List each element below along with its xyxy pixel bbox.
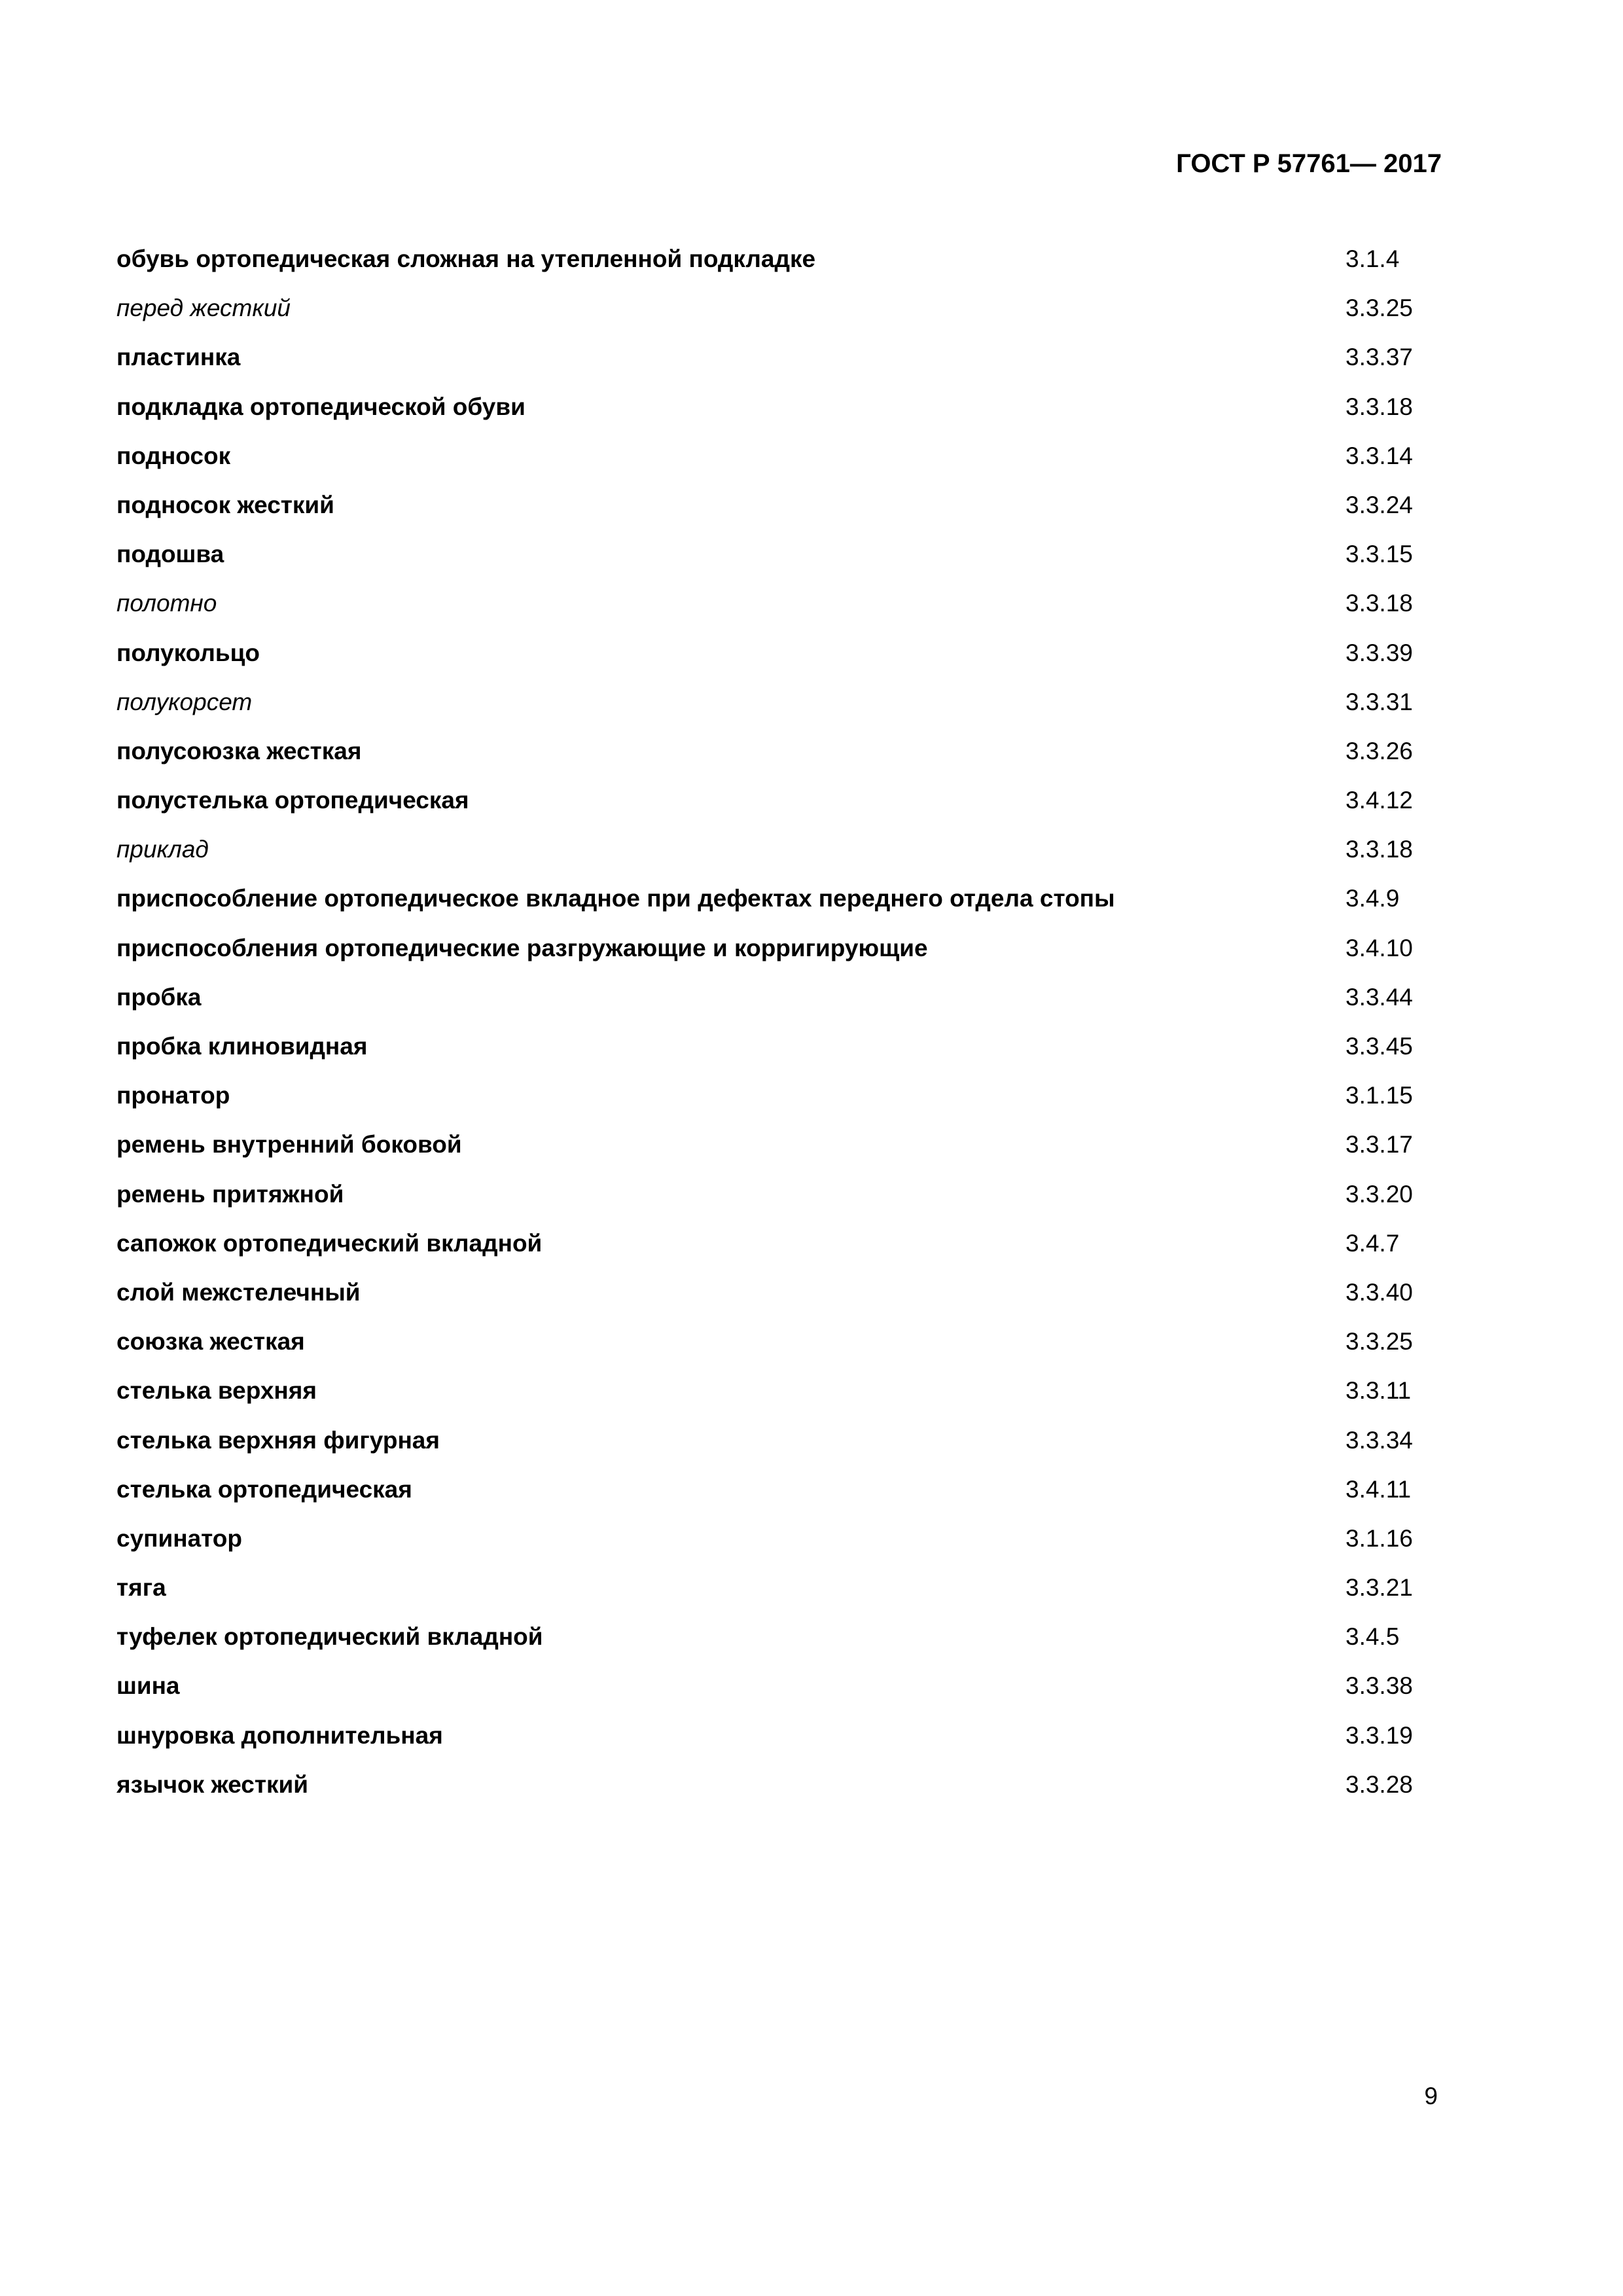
index-entry	[116, 438, 1452, 487]
index-clause-ref: 3.3.25	[1346, 1328, 1413, 1355]
index-clause-ref: 3.4.7	[1346, 1229, 1400, 1257]
index-entry	[116, 831, 1452, 880]
index-entry	[116, 1422, 1452, 1471]
index-clause-ref: 3.3.28	[1346, 1770, 1413, 1798]
index-entry	[116, 1176, 1452, 1225]
index-clause-ref: 3.3.38	[1346, 1672, 1413, 1700]
index-entry	[116, 684, 1452, 733]
index-term: приклад	[116, 836, 209, 863]
index-clause-ref: 3.3.20	[1346, 1180, 1413, 1208]
index-term: стелька верхняя	[116, 1377, 317, 1405]
index-entry	[116, 979, 1452, 1028]
index-clause-ref: 3.3.24	[1346, 491, 1413, 518]
index-entry	[116, 1126, 1452, 1175]
index-entry	[116, 1471, 1452, 1520]
index-term: приспособление ортопедическое вкладное при дефектах переднего отдела стопы	[116, 885, 1115, 912]
index-clause-ref: 3.4.11	[1346, 1475, 1412, 1503]
index-term: ремень притяжной	[116, 1180, 344, 1208]
index-term: шнуровка дополнительная	[116, 1721, 443, 1749]
index-term: полукольцо	[116, 639, 260, 666]
index-clause-ref: 3.3.21	[1346, 1574, 1413, 1602]
index-clause-ref: 3.3.19	[1346, 1721, 1413, 1749]
index-entry	[116, 536, 1452, 585]
index-entry	[116, 1028, 1452, 1077]
index-clause-ref: 3.4.12	[1346, 787, 1413, 814]
index-entry	[116, 1570, 1452, 1619]
index-term: стелька ортопедическая	[116, 1475, 412, 1503]
index-clause-ref: 3.3.15	[1346, 541, 1413, 568]
index-clause-ref: 3.1.4	[1346, 245, 1400, 272]
index-term: тяга	[116, 1574, 166, 1602]
document-header: ГОСТ Р 57761— 2017	[1176, 149, 1442, 178]
index-clause-ref: 3.4.10	[1346, 934, 1413, 961]
index-entry	[116, 389, 1452, 438]
index-clause-ref: 3.3.25	[1346, 295, 1413, 322]
index-clause-ref: 3.3.17	[1346, 1131, 1413, 1158]
index-entry	[116, 585, 1452, 634]
index-clause-ref: 3.3.39	[1346, 639, 1413, 666]
index-clause-ref: 3.3.45	[1346, 1033, 1413, 1060]
index-term: полукорсет	[116, 688, 253, 715]
index-entry	[116, 1668, 1452, 1717]
index-entry	[116, 339, 1452, 388]
index-clause-ref: 3.3.37	[1346, 344, 1413, 371]
index-entry	[116, 1372, 1452, 1422]
index-term: приспособления ортопедические разгружающие и корригирующие	[116, 934, 928, 961]
index-clause-ref: 3.3.26	[1346, 737, 1413, 764]
index-term: обувь ортопедическая сложная на утепленной подкладке	[116, 245, 816, 272]
index-clause-ref: 3.3.34	[1346, 1426, 1413, 1454]
index-entry	[116, 880, 1452, 929]
index-clause-ref: 3.1.15	[1346, 1082, 1413, 1109]
index-term: подносок жесткий	[116, 491, 334, 518]
index-entry	[116, 1274, 1452, 1323]
index-term: пробка	[116, 983, 202, 1011]
index-term: язычок жесткий	[116, 1770, 309, 1798]
page-number: 9	[1424, 2083, 1438, 2109]
index-clause-ref: 3.4.9	[1346, 885, 1400, 912]
index-term: ремень внутренний боковой	[116, 1131, 462, 1158]
index-term: подносок	[116, 442, 231, 469]
index-entry	[116, 1619, 1452, 1668]
index-entry	[116, 1077, 1452, 1126]
index-term: туфелек ортопедический вкладной	[116, 1623, 543, 1651]
index-clause-ref: 3.4.5	[1346, 1623, 1400, 1651]
index-entry	[116, 241, 1452, 290]
index-term: перед жесткий	[116, 295, 291, 322]
index-term: подошва	[116, 541, 224, 568]
index-term: слой межстелечный	[116, 1278, 361, 1306]
index-term: подкладка ортопедической обуви	[116, 393, 526, 420]
index-entry	[116, 1225, 1452, 1274]
index-term: союзка жесткая	[116, 1328, 305, 1355]
index-clause-ref: 3.3.44	[1346, 983, 1413, 1011]
index-term: пронатор	[116, 1082, 230, 1109]
index-entry	[116, 930, 1452, 979]
index-term: шина	[116, 1672, 180, 1700]
index-term: сапожок ортопедический вкладной	[116, 1229, 543, 1257]
index-entry	[116, 1717, 1452, 1767]
index-entry	[116, 733, 1452, 782]
index-term: полотно	[116, 590, 217, 617]
index-entry	[116, 1520, 1452, 1570]
index-entry	[116, 782, 1452, 831]
index-clause-ref: 3.3.40	[1346, 1278, 1413, 1306]
index-term: стелька верхняя фигурная	[116, 1426, 440, 1454]
index-term: пластинка	[116, 344, 241, 371]
index-term: полусоюзка жесткая	[116, 737, 362, 764]
index-term: пробка клиновидная	[116, 1033, 368, 1060]
index-term: полустелька ортопедическая	[116, 787, 469, 814]
index-clause-ref: 3.3.14	[1346, 442, 1413, 469]
index-entry	[116, 290, 1452, 339]
index-clause-ref: 3.3.18	[1346, 393, 1413, 420]
index-clause-ref: 3.3.18	[1346, 590, 1413, 617]
index-clause-ref: 3.3.31	[1346, 688, 1413, 715]
index-clause-ref: 3.1.16	[1346, 1524, 1413, 1552]
index-entry	[116, 487, 1452, 536]
index-entry	[116, 1767, 1452, 1816]
term-index-list	[116, 241, 1452, 1816]
index-entry	[116, 635, 1452, 684]
index-term: супинатор	[116, 1524, 243, 1552]
index-entry	[116, 1323, 1452, 1372]
index-clause-ref: 3.3.11	[1346, 1377, 1412, 1405]
index-clause-ref: 3.3.18	[1346, 836, 1413, 863]
